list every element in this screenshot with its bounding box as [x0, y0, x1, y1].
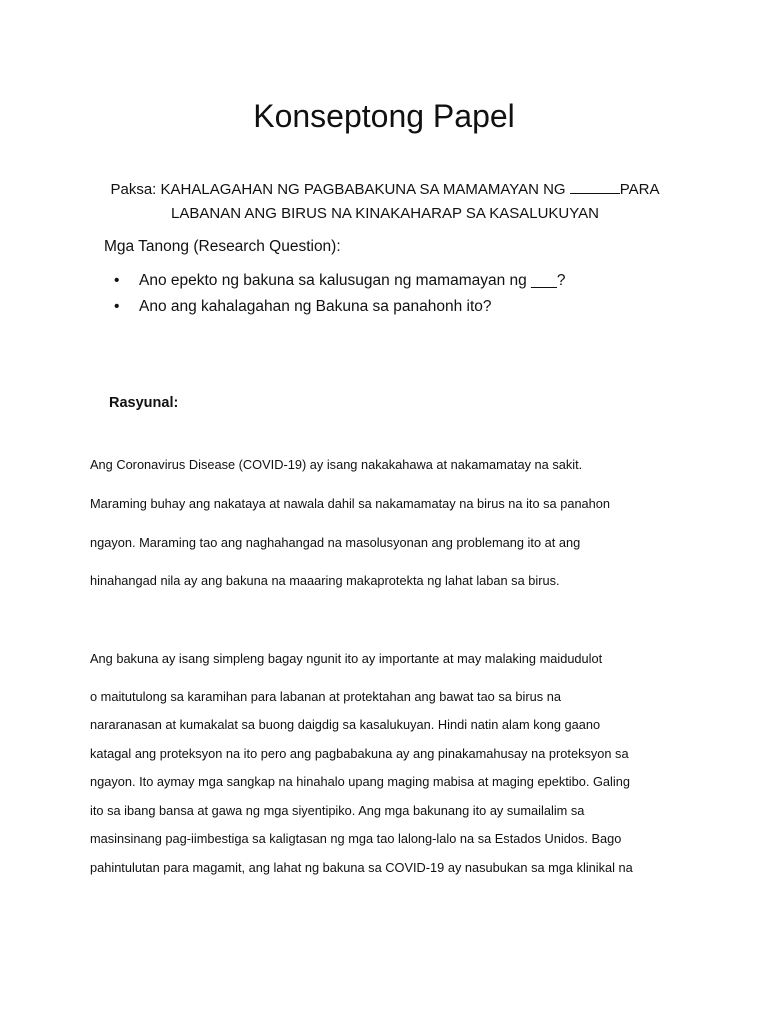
research-questions-list	[114, 268, 566, 320]
topic-text-part1: KAHALAGAHAN NG PAGBABAKUNA SA MAMAMAYAN NG	[160, 181, 570, 198]
topic-blank-line	[570, 179, 620, 194]
rationale-p2-line: masinsinang pag-iimbestiga sa kaligtasan ng mga tao lalong-lalo na sa Estados Unidos. Bago	[90, 831, 622, 846]
rationale-p2-line: o maitutulong sa karamihan para labanan at protektahan ang bawat tao sa birus na	[90, 689, 561, 704]
rationale-p1-line: Ang Coronavirus Disease (COVID-19) ay isang nakakahawa at nakamamatay na sakit.	[90, 457, 583, 472]
research-question-item	[114, 294, 566, 320]
research-question-item	[114, 268, 566, 294]
research-question-text: Ano epekto ng bakuna sa kalusugan ng mamamayan ng ___?	[139, 272, 566, 289]
rationale-p2-line: nararanasan at kumakalat sa buong daigdig sa kasalukuyan. Hindi natin alam kong gaano	[90, 717, 601, 732]
topic-label: Paksa:	[110, 181, 161, 198]
rationale-p2-line: ngayon. Ito aymay mga sangkap na hinahalo upang maging mabisa at maging epektibo. Galing	[90, 774, 630, 789]
research-questions-heading: Mga Tanong (Research Question):	[104, 238, 341, 255]
topic-paragraph	[90, 178, 680, 226]
rationale-p1-line: ngayon. Maraming tao ang naghahangad na masolusyonan ang problemang ito at ang	[90, 535, 581, 550]
document-title: Konseptong Papel	[253, 98, 515, 134]
rationale-p1-line: hinahangad nila ay ang bakuna na maaaring makaprotekta ng lahat laban sa birus.	[90, 573, 560, 588]
rationale-p2-line: pahintulutan para magamit, ang lahat ng bakuna sa COVID-19 ay nasubukan sa mga klinikal na	[90, 860, 633, 875]
topic-text-part2: PARA LABANAN ANG BIRUS NA KINAKAHARAP SA KASALUKUYAN	[171, 181, 660, 222]
rationale-heading: Rasyunal:	[109, 395, 179, 411]
rationale-p2-line: katagal ang proteksyon na ito pero ang pagbabakuna ay ang pinakamahusay na proteksyon sa	[90, 746, 629, 761]
rationale-p2-line: ito sa ibang bansa at gawa ng mga siyentipiko. Ang mga bakunang ito ay sumailalim sa	[90, 803, 585, 818]
bullet-icon: •	[114, 272, 120, 289]
research-question-text: Ano ang kahalagahan ng Bakuna sa panahonh ito?	[139, 298, 492, 315]
bullet-icon: •	[114, 298, 120, 315]
rationale-p1-line: Maraming buhay ang nakataya at nawala dahil sa nakamamatay na birus na ito sa panahon	[90, 496, 611, 511]
rationale-p2-line: Ang bakuna ay isang simpleng bagay ngunit ito ay importante at may malaking maidudulot	[90, 651, 603, 666]
